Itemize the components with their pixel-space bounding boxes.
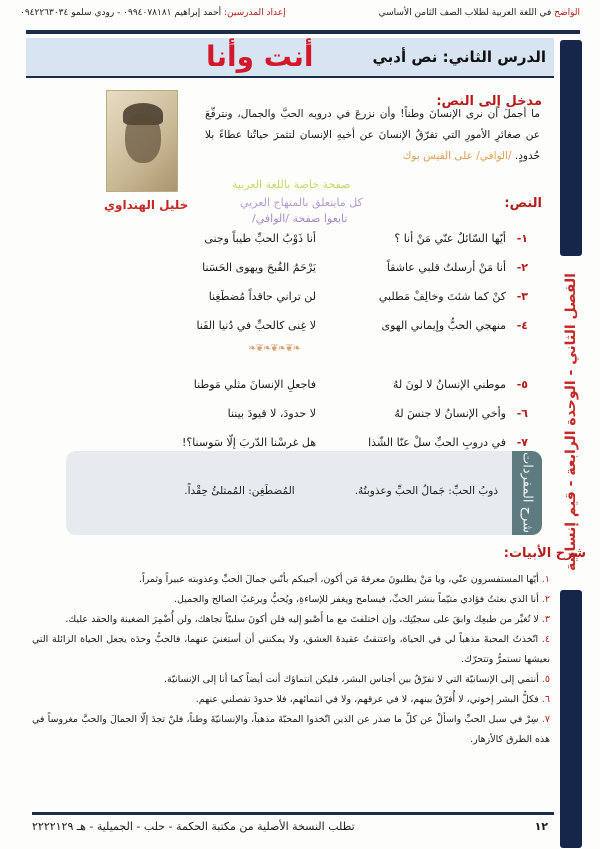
- explanation-item: [32, 570, 550, 590]
- explanation-number: ٦.: [541, 694, 550, 705]
- verse-second-hemistich: أنا ذَوْبُ الحبِّ طيباً وجنى: [204, 232, 316, 245]
- explanation-heading: شرح الأبيات:: [503, 546, 586, 561]
- ornament-divider-icon: ❧❦❧❦❧❦❧: [248, 343, 300, 354]
- poet-photo: [106, 90, 178, 192]
- text-heading: النص:: [504, 196, 542, 211]
- verse-number: ١-: [516, 232, 528, 245]
- verse-row: [118, 311, 528, 340]
- explanation-item: [32, 710, 550, 750]
- verse-number: ٥-: [516, 378, 528, 391]
- explanation-text: أنا الذي بعثتُ فؤادي متيّماً بنشر الحبِّ، فيسامح ويغفر للإساءةِ، ويُحبُّ ويرغبُ الصالح والجميل.: [173, 594, 539, 605]
- photo-face: [125, 113, 161, 163]
- verse-first-hemistich: في دروبِ الحبِّ سلْ عنّا الشّذا: [368, 436, 506, 449]
- explanation-number: ٧.: [541, 714, 550, 725]
- vocabulary-item: ذوبُ الحبِّ: جَمالُ الحبِّ وعذوبتُهُ.: [354, 485, 498, 497]
- lesson-title: أنت وأنا: [206, 40, 314, 73]
- lesson-header: [26, 38, 554, 78]
- explanation-list: [32, 570, 550, 750]
- verse-second-hemistich: لا غِنى كالحبِّ في دُنيا الفَنا: [196, 319, 316, 332]
- authors-text: أحمد إبراهيم ٠٩٩٤٠٧٨١٨١ - رودي سلمو ٠٩٤٢٢٦٣٠٣٤: [20, 8, 222, 18]
- watermark-line-3: تابعوا صفحة /الوافي/: [252, 212, 348, 225]
- top-divider: [26, 30, 580, 34]
- verse-number: ٣-: [516, 290, 528, 303]
- explanation-text: سِرْ في سبل الحبِّ واسألْ عن كلِّ ما صدر عن الذين اتّخذوا المحبّةَ مذهباً، والإنسانيّةَ وطناً، فلنْ تجدَ إلّا الجمالَ والحبَّ مغروساً في هذه الطرق كالأزهار.: [32, 714, 550, 745]
- poet-name: خليل الهنداوي: [104, 198, 189, 212]
- explanation-text: لا تُغيِّر من طبعِك وابقَ على سجيّتِك، وإن اختلفتَ مع ما أَصْبو إليه فلن أكونَ سلبيّاً تجاهك، ولن أُضْمِرَ الضغينة والحقد عليك.: [65, 614, 539, 625]
- unit-label-vertical: الفصل الثاني - الوحدة الرابعة - قيم إنسانية: [563, 273, 579, 572]
- explanation-text: أنتمي إلى الإنسانيّة التي لا تفرّقُ بين أجناس البشر، فليكن انتماؤك أنت أيضاً كما أنا إلى الإنسانيّة.: [163, 674, 539, 685]
- vocabulary-items: [184, 485, 498, 497]
- verse-second-hemistich: يَرْحَمُ القُبحَ ويهوى الحَسَنا: [202, 261, 316, 274]
- side-accent-bar-top: [560, 40, 582, 256]
- book-title-prefix: الواضح: [554, 8, 580, 18]
- verse-second-hemistich: لن تراني حاقداً مُضطَغِنا: [208, 290, 316, 303]
- verse-first-hemistich: أنا مَنْ أرسلتُ قلبي عاشقاً: [386, 261, 506, 274]
- vocabulary-item: المُضطَغِن: المُمتلئُ حِقْداً.: [184, 485, 295, 497]
- lesson-label: الدرس الثاني: نص أدبي: [372, 48, 546, 66]
- explanation-number: ٢.: [541, 594, 550, 605]
- explanation-text: أيّها المستفسرون عنّي، ويا مَنْ يطلبونَ معرفةَ مَن أكون، أجيبكم بأنّني جمالَ الحبِّ وعذوبته عبيراً وثمراً.: [138, 574, 539, 585]
- watermark-line-2: كل مايتعلق بالمنهاج العربي: [240, 196, 363, 209]
- verse-row: [118, 370, 528, 399]
- verse-second-hemistich: لا حدودَ، لا قيودَ بيننا: [227, 407, 316, 420]
- footer-text: تطلب النسخة الأصلية من مكتبة الحكمة - حلب - الجميلية - هـ ٢٢٢٢١٢٩: [32, 820, 355, 833]
- verse-row: [118, 282, 528, 311]
- explanation-item: [32, 610, 550, 630]
- verse-gap: [118, 340, 528, 370]
- top-info-line: [20, 8, 580, 22]
- explanation-number: ٤.: [541, 634, 550, 645]
- book-title: [379, 8, 580, 22]
- explanation-text: فكلُّ البشر إخوتي، لا أُفرّقُ بينهم، لا في عرقهم، ولا في انتمائهم، فلا حدودَ تفصلني عنهم.: [195, 694, 539, 705]
- explanation-item: [32, 690, 550, 710]
- explanation-number: ١.: [541, 574, 550, 585]
- verse-number: ٤-: [516, 319, 528, 332]
- verse-number: ٧-: [516, 436, 528, 449]
- verse-first-hemistich: أيّها السّائلُ عنّي مَنْ أنا ؟: [394, 232, 506, 245]
- verse-first-hemistich: كنْ كما شئتَ وخالِفْ مَطلبي: [378, 290, 506, 303]
- explanation-item: [32, 670, 550, 690]
- vocabulary-tab: شرح المفردات: [512, 451, 542, 535]
- intro-heading: مدخل إلى النص:: [436, 94, 542, 109]
- book-title-text: في اللغة العربية لطلاب الصف الثامن الأساسي: [378, 8, 552, 18]
- verse-first-hemistich: وأخي الإنسانُ لا جنسَ لهُ: [394, 407, 506, 420]
- poem-verses: [118, 224, 528, 457]
- explanation-number: ٣.: [541, 614, 550, 625]
- verse-row: [118, 224, 528, 253]
- watermark-line-1: صفحة خاصة باللغة العربية: [232, 178, 351, 191]
- verse-number: ٢-: [516, 261, 528, 274]
- intro-text: ما أجملَ أن نرى الإنسانَ وطناً! وأن نزرعَ في دروبه الحبَّ والجمال، ونترفّعَ عن صغائرِ الأمورِ التي تفرّقُ الإنسانَ عن أخيهِ الإنسان لتثمرَ حياتُنا عطاءً بلا حُدودٍ.: [205, 108, 540, 162]
- verse-first-hemistich: منهجي الحبُّ وإيماني الهوى: [381, 319, 506, 332]
- verse-second-hemistich: فاجعلِ الإنسانَ مثلي مَوطنا: [193, 378, 316, 391]
- verse-first-hemistich: موطني الإنسانُ لا لونَ لهُ: [392, 378, 506, 391]
- side-accent-bar-bottom: [560, 590, 582, 848]
- intro-source: /الوافي/ على الفيس بوك: [402, 150, 512, 162]
- authors: [20, 8, 286, 22]
- explanation-item: [32, 590, 550, 610]
- verse-second-hemistich: هل غرسْنا الدّربَ إلّا سَوسنا؟!: [181, 436, 316, 449]
- explanation-text: اتّخذتُ المحبةَ مذهباً لي في الحياة، واعتنقتُ عقيدةَ العشق، ولا يمكنني أن أستغنيَ عنهما، فالحبُّ وحدَه يجعل الحياة الزائلة التي نعيشها تستمرُّ وتتحرّك.: [32, 634, 550, 665]
- page-footer: [32, 820, 554, 833]
- verse-row: [118, 253, 528, 282]
- verse-number: ٦-: [516, 407, 528, 420]
- bottom-divider: [32, 812, 554, 815]
- page-number: ١٢: [534, 820, 548, 833]
- explanation-number: ٥.: [541, 674, 550, 685]
- verse-row: [118, 399, 528, 428]
- vocabulary-box: [66, 451, 542, 535]
- intro-paragraph: [205, 104, 540, 167]
- explanation-item: [32, 630, 550, 670]
- authors-label: إعداد المدرسين:: [224, 8, 286, 18]
